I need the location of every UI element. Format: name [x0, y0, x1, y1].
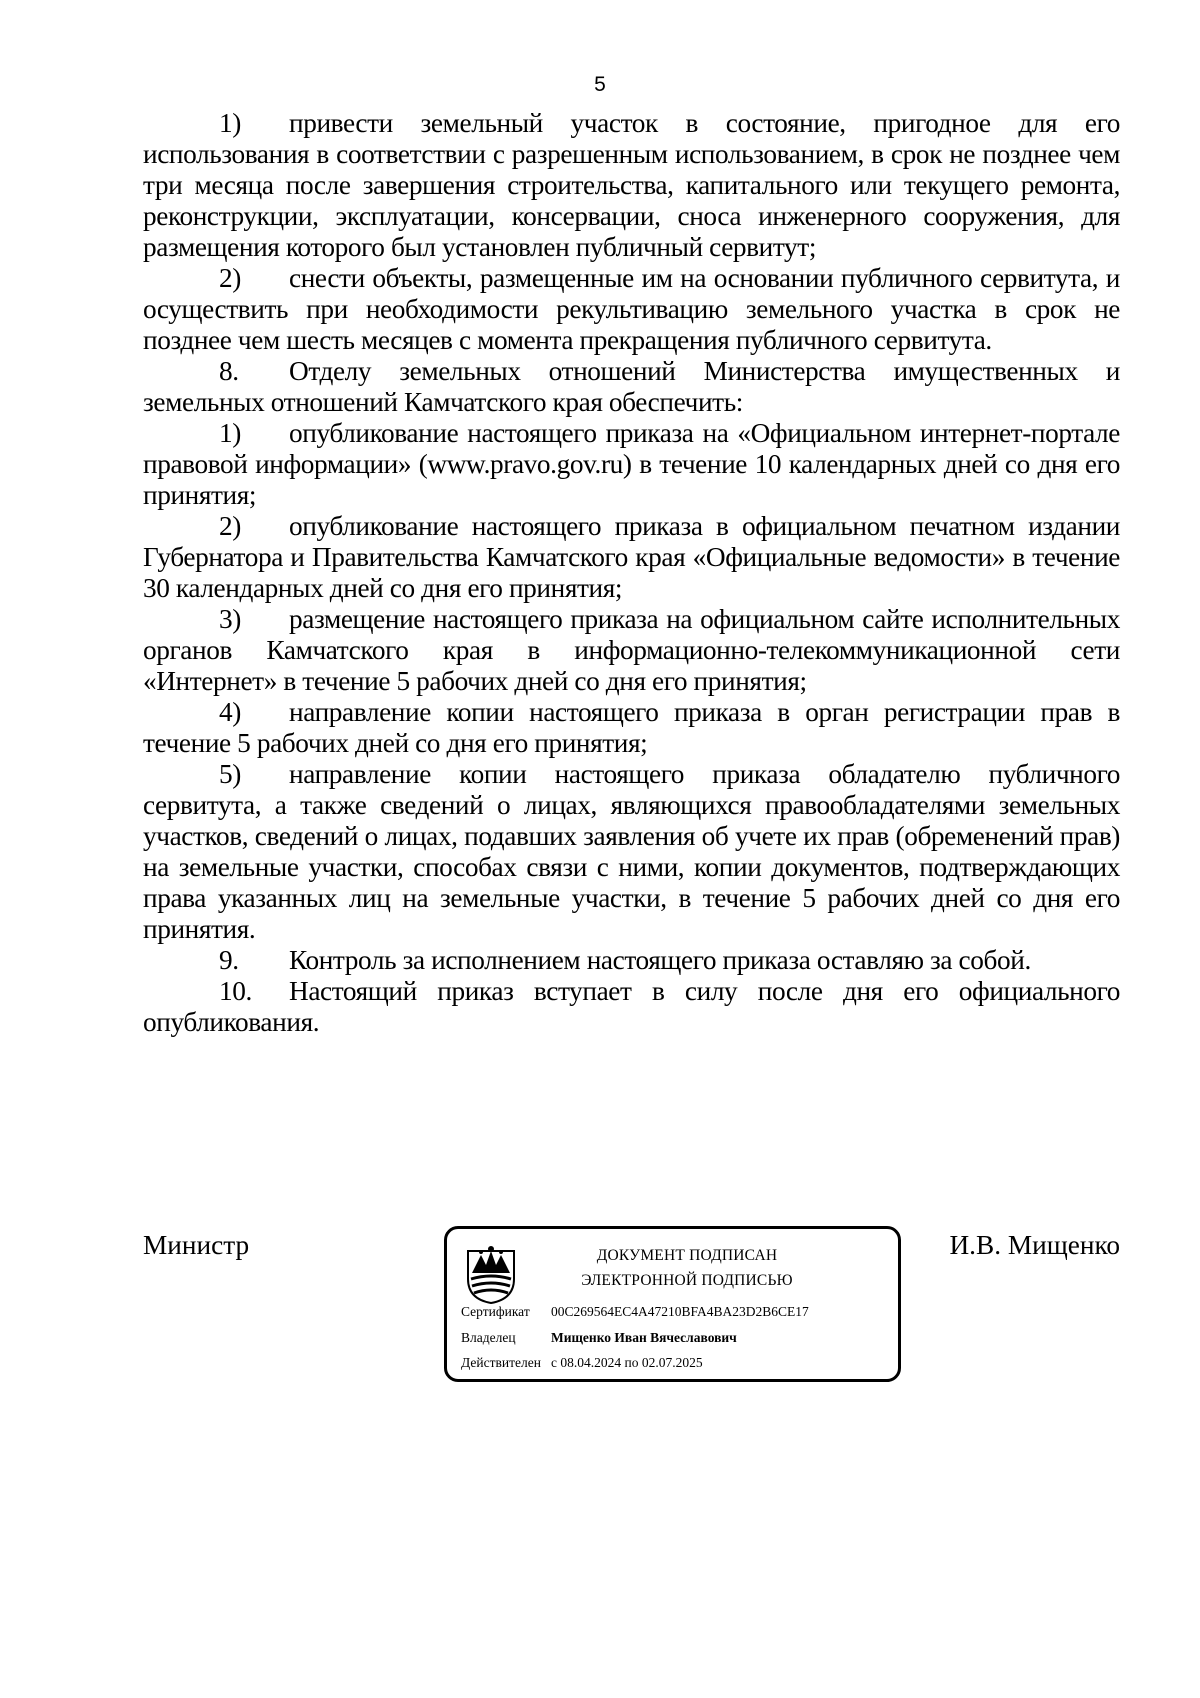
- paragraph-number: 8.: [219, 356, 239, 386]
- page-number: 5: [594, 73, 606, 96]
- owner-value: Мищенко Иван Вячеславович: [551, 1330, 737, 1345]
- paragraph-text: снести объекты, размещенные им на основании публичного сервитута, и осуществить при необходимости рекультивацию земельного участка в срок не позднее чем шесть месяцев с момента прекращения публичного сервитута.: [143, 263, 1120, 355]
- paragraph-number: 2): [219, 511, 241, 541]
- validity-value: с 08.04.2024 по 02.07.2025: [551, 1355, 703, 1370]
- paragraph-number: 10.: [219, 976, 252, 1006]
- paragraph: [143, 604, 1120, 697]
- paragraph-number: 9.: [219, 945, 239, 975]
- validity-label: Действителен: [461, 1355, 541, 1370]
- paragraph-text: направление копии настоящего приказа в орган регистрации прав в течение 5 рабочих дней со дня его принятия;: [143, 697, 1120, 758]
- paragraph-text: размещение настоящего приказа на официальном сайте исполнительных органов Камчатского края в информационно-телекоммуникационной сети «Интернет» в течение 5 рабочих дней со дня его принятия;: [143, 604, 1120, 696]
- stamp-header-line: ЭЛЕКТРОННОЙ ПОДПИСЬЮ: [581, 1272, 793, 1289]
- paragraph-text: Отделу земельных отношений Министерства имущественных и земельных отношений Камчатского края обеспечить:: [143, 356, 1120, 417]
- signature-block: [143, 1230, 1120, 1390]
- owner-label: Владелец: [461, 1330, 516, 1345]
- electronic-signature-stamp: [444, 1226, 901, 1382]
- validity-row: [461, 1354, 703, 1372]
- paragraph: [143, 976, 1120, 1038]
- paragraph: [143, 697, 1120, 759]
- paragraph: [143, 945, 1120, 976]
- paragraph: [143, 108, 1120, 263]
- paragraph-text: опубликование настоящего приказа на «Официальном интернет-портале правовой информации» (www.pravo.gov.ru) в течение 10 календарных дней со дня его принятия;: [143, 418, 1120, 510]
- document-body: [143, 108, 1120, 1038]
- certificate-label: Сертификат: [461, 1304, 530, 1319]
- paragraph-text: опубликование настоящего приказа в официальном печатном издании Губернатора и Правительства Камчатского края «Официальные ведомости» в течение 30 календарных дней со дня его принятия;: [143, 511, 1120, 603]
- certificate-value: 00C269564EC4A47210BFA4BA23D2B6CE17: [551, 1304, 809, 1319]
- signer-position: Министр: [143, 1230, 250, 1260]
- paragraph-text: привести земельный участок в состояние, пригодное для его использования в соответствии с разрешенным использованием, в срок не позднее чем три месяца после завершения строительства, капитального или текущего ремонта, реконструкции, эксплуатации, консервации, сноса инженерного сооружения, для размещения которого был установлен публичный сервитут;: [143, 108, 1120, 262]
- owner-row: [461, 1329, 737, 1347]
- paragraph-text: направление копии настоящего приказа обладателю публичного сервитута, а также сведений о лицах, являющихся правообладателями земельных участков, сведений о лицах, подавших заявления об учете их прав (обременений прав) на земельные участки, способах связи с ними, копии документов, подтверждающих права указанных лиц на земельные участки, в течение 5 рабочих дней со дня его принятия.: [143, 759, 1120, 944]
- paragraph: [143, 263, 1120, 356]
- kamchatka-emblem-icon: [464, 1243, 518, 1305]
- stamp-header-line: ДОКУМЕНТ ПОДПИСАН: [596, 1247, 778, 1264]
- paragraph-number: 4): [219, 697, 241, 727]
- paragraph-text: Настоящий приказ вступает в силу после дня его официального опубликования.: [143, 976, 1120, 1037]
- signer-name: И.В. Мищенко: [949, 1230, 1120, 1260]
- paragraph-number: 1): [219, 418, 241, 448]
- paragraph: [143, 511, 1120, 604]
- paragraph-number: 3): [219, 604, 241, 634]
- stamp-header: [537, 1243, 837, 1293]
- paragraph-number: 1): [219, 108, 241, 138]
- paragraph: [143, 356, 1120, 418]
- paragraph-number: 5): [219, 759, 241, 789]
- paragraph-number: 2): [219, 263, 241, 293]
- paragraph-text: Контроль за исполнением настоящего приказа оставляю за собой.: [289, 945, 1031, 975]
- paragraph: [143, 418, 1120, 511]
- certificate-row: [461, 1303, 809, 1321]
- paragraph: [143, 759, 1120, 945]
